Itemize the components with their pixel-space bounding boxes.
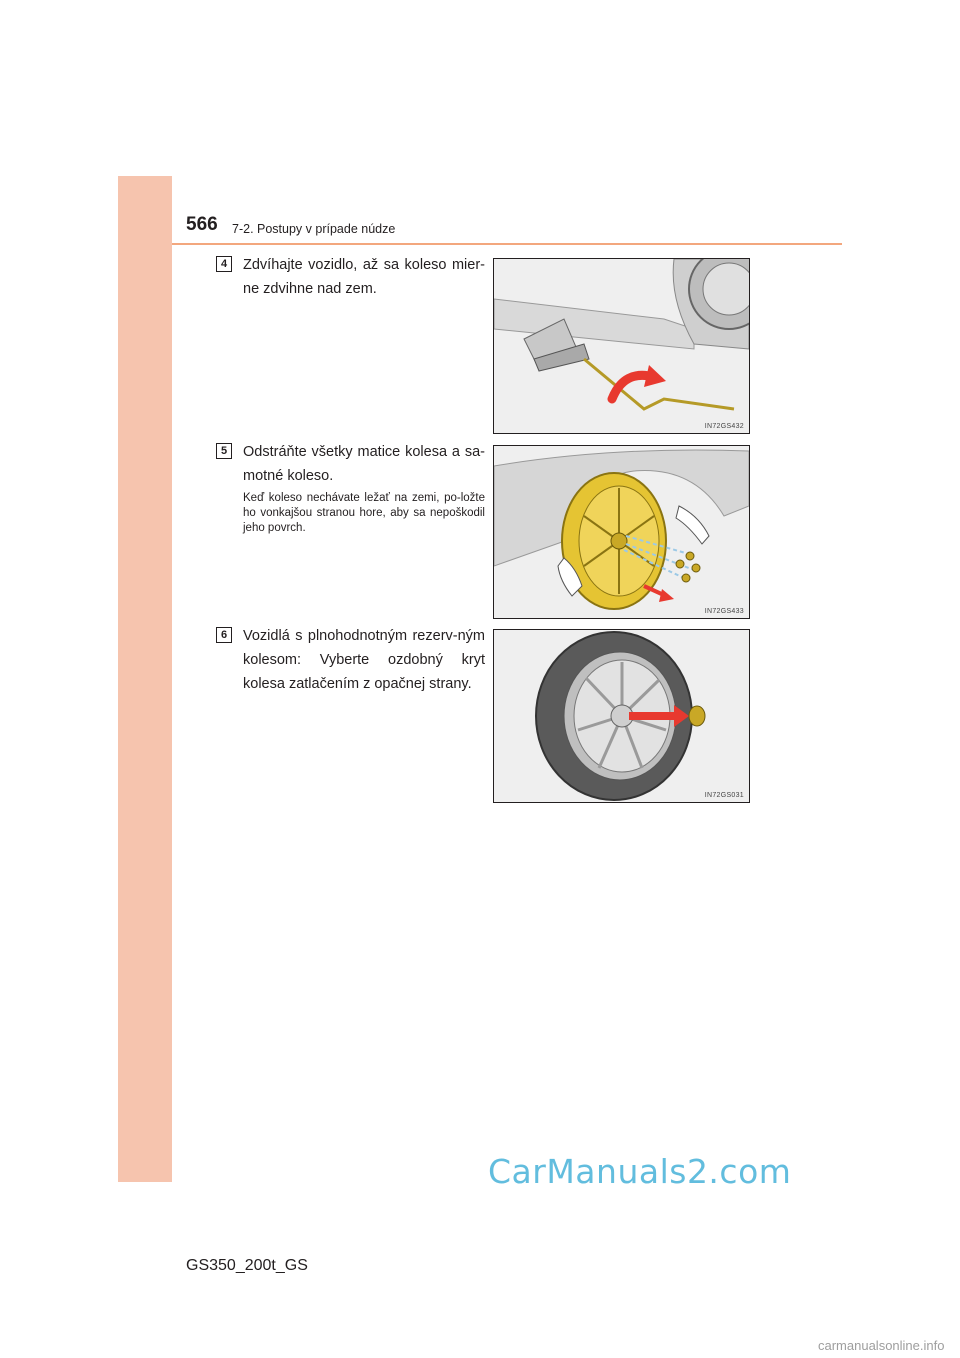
step-5-text: Odstráňte všetky matice kolesa a sa-motné koleso.	[243, 444, 485, 484]
figure-ornament-cover	[493, 629, 750, 803]
footer-model-code: GS350_200t_GS	[186, 1257, 308, 1274]
wheel-cover-illustration	[494, 630, 749, 802]
step-number-4: 4	[216, 256, 232, 272]
wheel-removal-illustration	[494, 446, 749, 618]
figure-code: IN72GS432	[704, 423, 744, 430]
watermark-logo: CarManuals2.com	[488, 1152, 792, 1191]
chapter-side-band	[118, 176, 172, 1182]
header-rule	[172, 243, 842, 245]
figure-wheel-removal	[493, 445, 750, 619]
figure-code: IN72GS031	[704, 792, 744, 799]
jack-illustration	[494, 259, 749, 433]
step-4-text: Zdvíhajte vozidlo, až sa koleso mier-ne zdvihne nad zem.	[243, 257, 485, 297]
figure-jack-raising	[493, 258, 750, 434]
step-6-text: Vozidlá s plnohodnotným rezerv-ným kolesom: Vyberte ozdobný kryt kolesa zatlačením z opačnej strany.	[243, 628, 485, 692]
step-number-6: 6	[216, 627, 232, 643]
step-number-5: 5	[216, 443, 232, 459]
watermark-site: carmanualsonline.info	[818, 1338, 945, 1353]
figure-code: IN72GS433	[704, 608, 744, 615]
section-title: 7-2. Postupy v prípade núdze	[232, 222, 396, 236]
page-number: 566	[186, 214, 218, 235]
step-5-note: Keď koleso nechávate ležať na zemi, po-ložte ho vonkajšou stranou hore, aby sa nepoškodil jeho povrch.	[243, 492, 485, 534]
